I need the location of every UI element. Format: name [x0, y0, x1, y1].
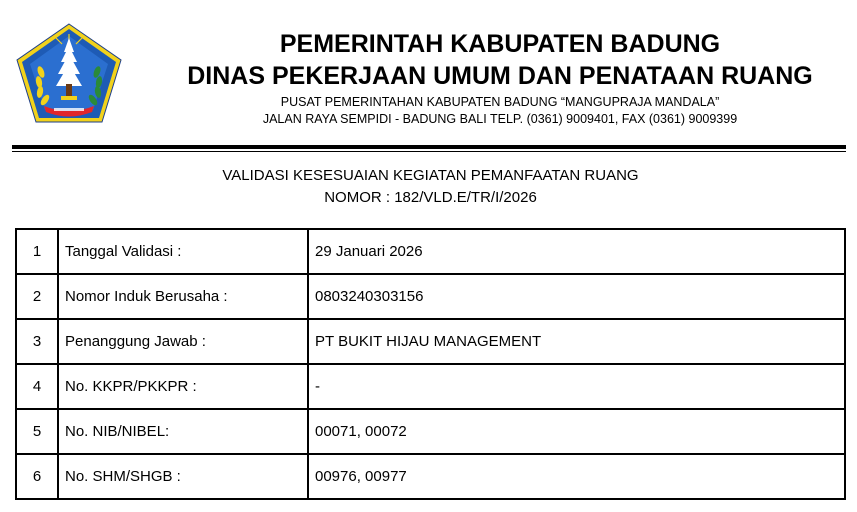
agency-name-line1: PEMERINTAH KABUPATEN BADUNG: [279, 30, 721, 58]
row-number: 2: [16, 274, 58, 319]
table-row: [16, 319, 845, 364]
row-value: PT BUKIT HIJAU MANAGEMENT: [308, 319, 845, 364]
row-label: Penanggung Jawab :: [58, 319, 308, 364]
row-value: -: [308, 364, 845, 409]
row-number: 4: [16, 364, 58, 409]
row-label: Nomor Induk Berusaha :: [58, 274, 308, 319]
document-heading: [0, 165, 857, 209]
row-value: 00976, 00977: [308, 454, 845, 499]
document-number: NOMOR : 182/VLD.E/TR/I/2026: [324, 189, 537, 206]
row-label: Tanggal Validasi :: [58, 229, 308, 274]
row-value: 00071, 00072: [308, 409, 845, 454]
agency-name-line2: DINAS PEKERJAAN UMUM DAN PENATAAN RUANG: [187, 62, 813, 90]
badung-emblem-logo: [14, 22, 124, 126]
row-value: 29 Januari 2026: [308, 229, 845, 274]
row-label: No. SHM/SHGB :: [58, 454, 308, 499]
row-number: 1: [16, 229, 58, 274]
row-label: No. KKPR/PKKPR :: [58, 364, 308, 409]
agency-address-line1: PUSAT PEMERINTAHAN KABUPATEN BADUNG “MANGUPRAJA MANDALA”: [280, 95, 720, 109]
header-divider-thin: [12, 151, 846, 152]
table-row: [16, 274, 845, 319]
row-number: 3: [16, 319, 58, 364]
header-divider-thick: [12, 145, 846, 149]
letterhead: [140, 28, 857, 128]
table-row: [16, 409, 845, 454]
table-row: [16, 364, 845, 409]
row-number: 6: [16, 454, 58, 499]
document-title: VALIDASI KESESUAIAN KEGIATAN PEMANFAATAN RUANG: [222, 167, 639, 184]
row-value: 0803240303156: [308, 274, 845, 319]
validation-info-table: [15, 228, 846, 500]
agency-address-line2: JALAN RAYA SEMPIDI - BADUNG BALI TELP. (0361) 9009401, FAX (0361) 9009399: [262, 112, 738, 126]
table-row: [16, 229, 845, 274]
row-label: No. NIB/NIBEL:: [58, 409, 308, 454]
row-number: 5: [16, 409, 58, 454]
table-row: [16, 454, 845, 499]
